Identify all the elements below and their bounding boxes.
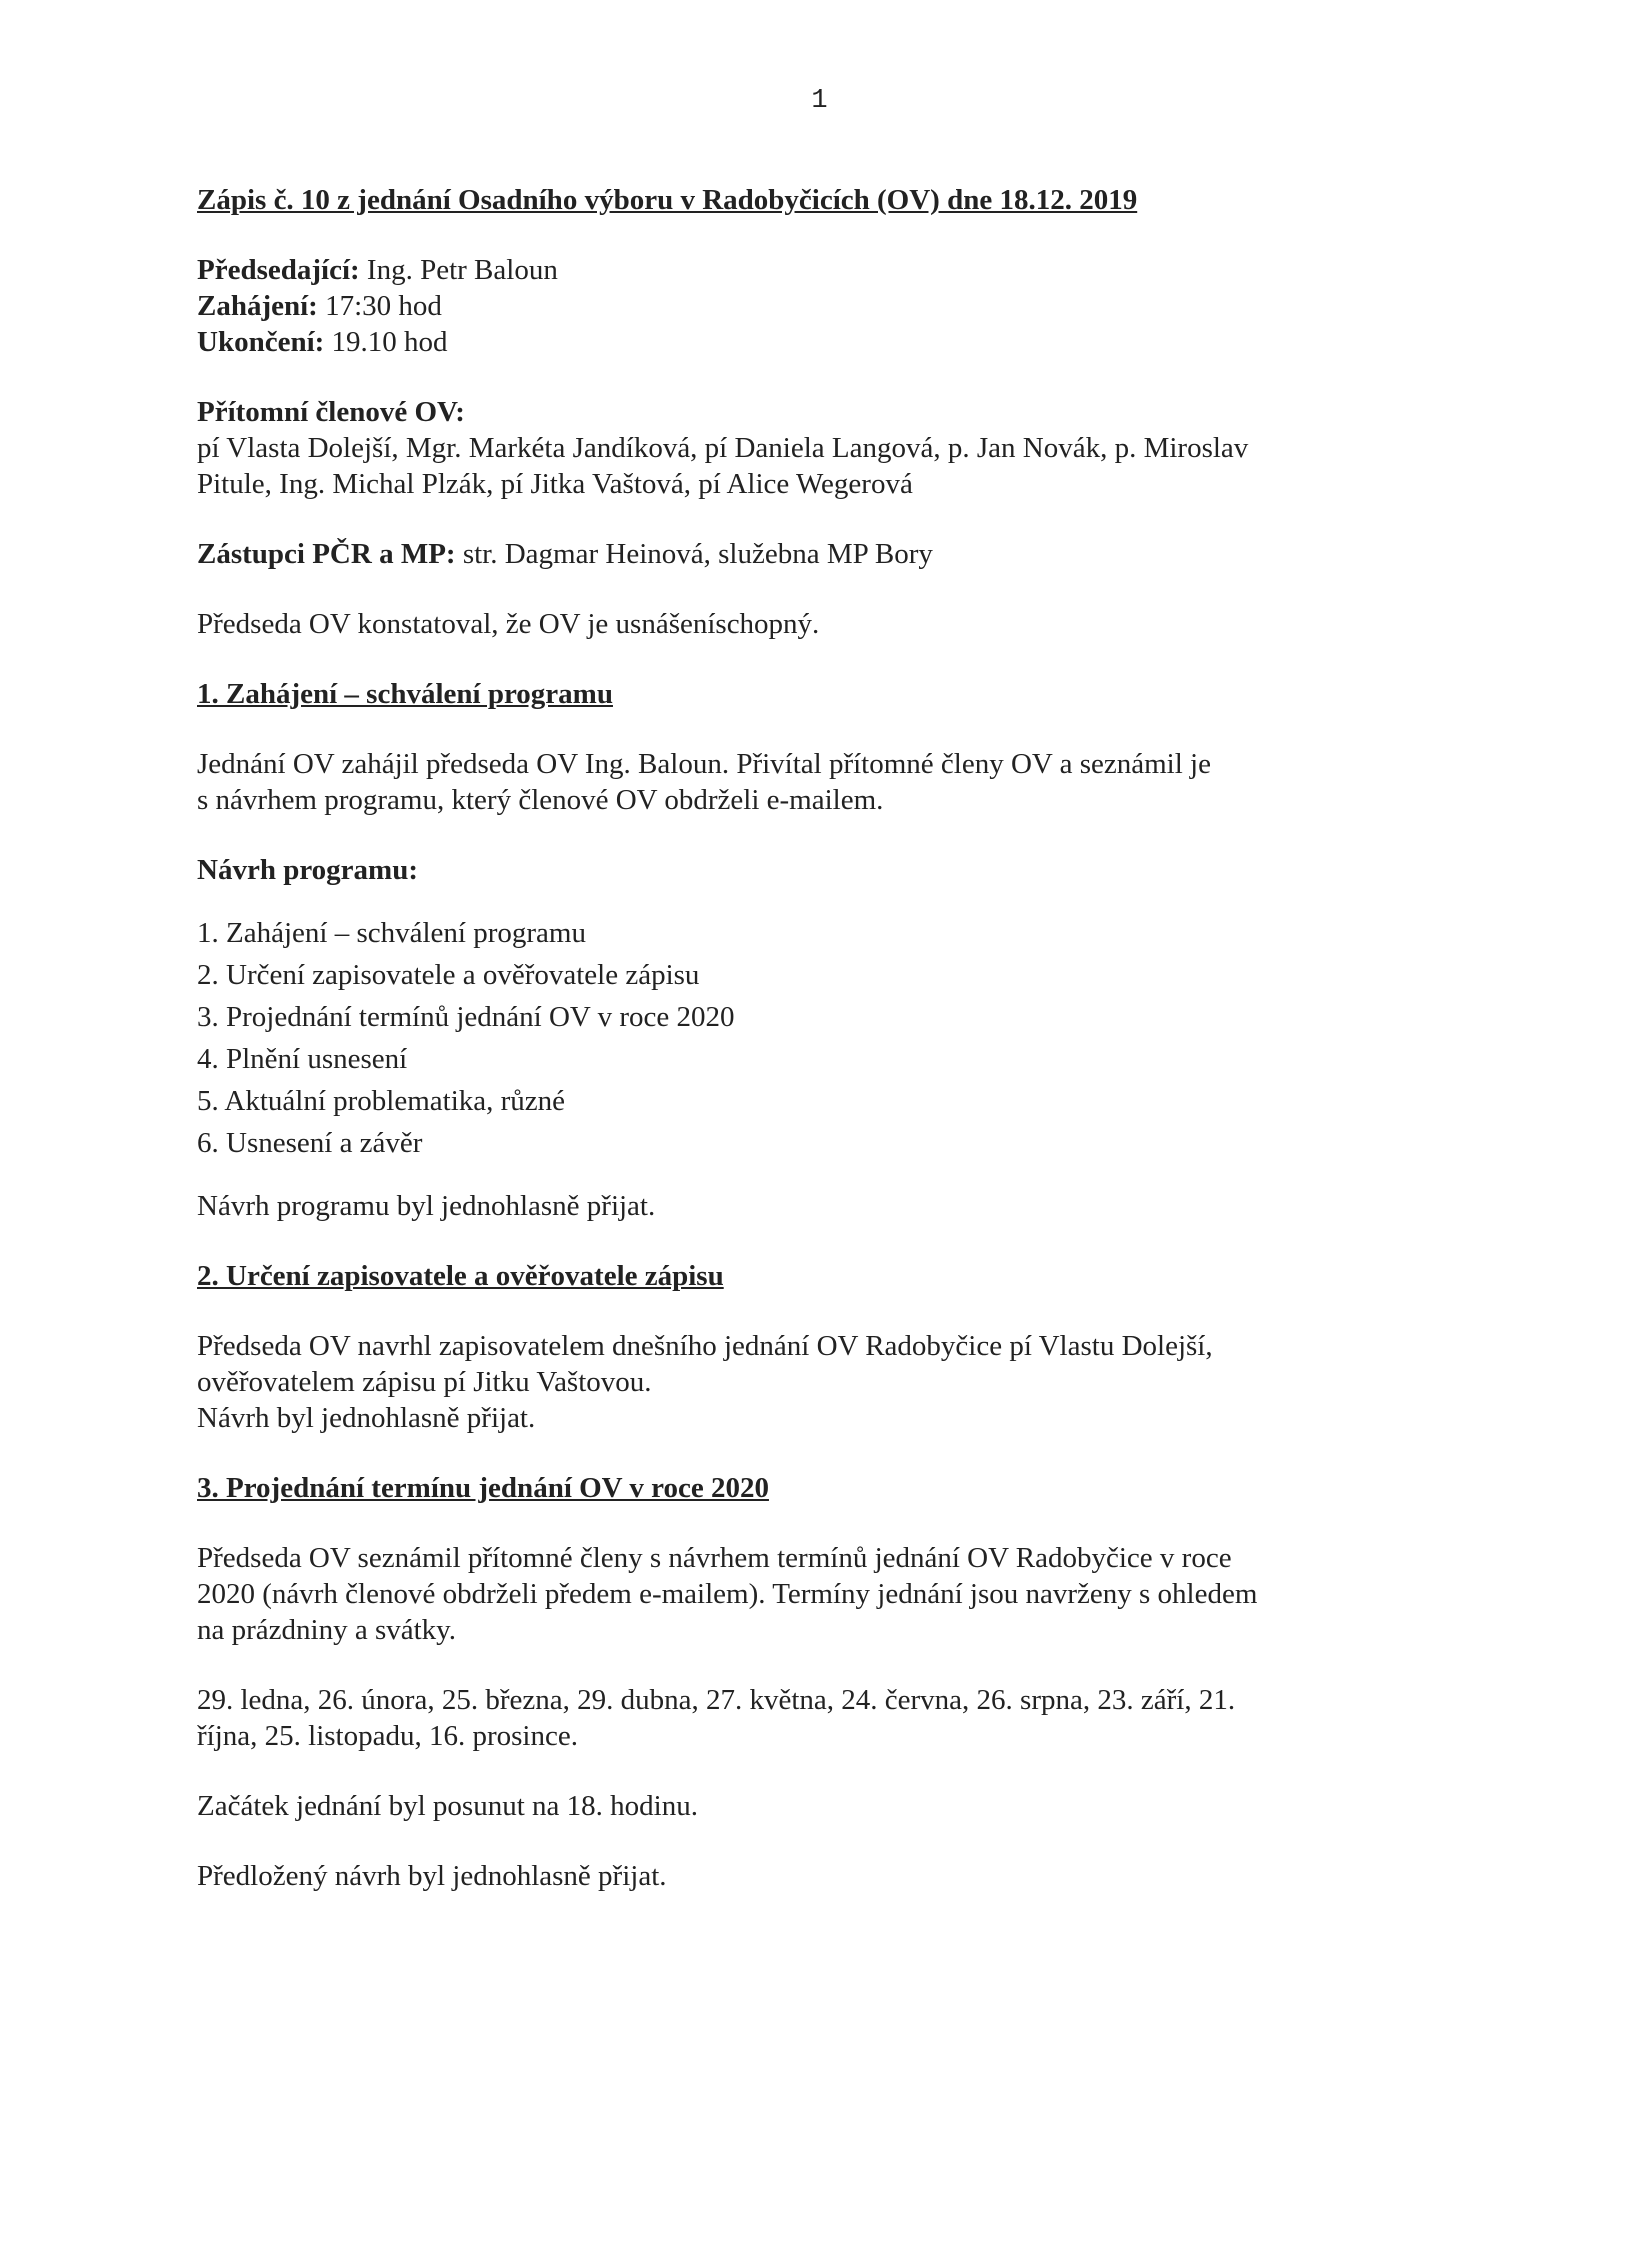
chair-value: Ing. Petr Baloun — [366, 254, 558, 286]
start-label: Zahájení: — [197, 290, 318, 322]
start-time-note: Začátek jednání byl posunut na 18. hodinu. — [197, 1790, 698, 1822]
members-label: Přítomní členové OV: — [197, 396, 465, 428]
police-value: str. Dagmar Heinová, služebna MP Bory — [462, 538, 933, 570]
end-row — [197, 324, 1397, 360]
program-item: 5. Aktuální problematika, různé — [197, 1085, 566, 1117]
chair-label: Předsedající: — [197, 254, 360, 286]
start-value: 17:30 hod — [325, 290, 442, 322]
section-2-line-2: ověřovatelem zápisu pí Jitku Vaštovou. — [197, 1366, 652, 1398]
document-title: Zápis č. 10 z jednání Osadního výboru v Radobyčicích (OV) dne 18.12. 2019 — [197, 184, 1138, 216]
page-number: 1 — [811, 86, 828, 116]
start-row — [197, 288, 1397, 324]
section-2-line-1: Předseda OV navrhl zapisovatelem dnešního jednání OV Radobyčice pí Vlastu Dolejší, — [197, 1330, 1213, 1362]
section-3-line-2: 2020 (návrh členové obdrželi předem e-mailem). Termíny jednání jsou navrženy s ohledem — [197, 1578, 1258, 1610]
program-item: 4. Plnění usnesení — [197, 1043, 408, 1075]
program-result: Návrh programu byl jednohlasně přijat. — [197, 1190, 656, 1222]
section-1-line-2: s návrhem programu, který členové OV obdrželi e-mailem. — [197, 784, 884, 816]
chair-row — [197, 252, 1397, 288]
meeting-dates — [197, 1682, 1397, 1754]
end-value: 19.10 hod — [331, 326, 448, 358]
program-item: 6. Usnesení a závěr — [197, 1127, 423, 1159]
program-item: 2. Určení zapisovatele a ověřovatele zápisu — [197, 959, 700, 991]
section-3-line-1: Předseda OV seznámil přítomné členy s návrhem termínů jednání OV Radobyčice v roce — [197, 1542, 1232, 1574]
section-3-paragraph — [197, 1540, 1397, 1648]
program-label: Návrh programu: — [197, 854, 418, 886]
program-item: 1. Zahájení – schválení programu — [197, 917, 586, 949]
section-2-heading: 2. Určení zapisovatele a ověřovatele zápisu — [197, 1260, 724, 1292]
members-line-1: pí Vlasta Dolejší, Mgr. Markéta Jandíková, pí Daniela Langová, p. Jan Novák, p. Miroslav — [197, 432, 1249, 464]
section-1-paragraph — [197, 746, 1397, 818]
program-list — [197, 912, 1397, 1164]
section-1-heading: 1. Zahájení – schválení programu — [197, 678, 613, 710]
police-label: Zástupci PČR a MP: — [197, 538, 456, 570]
program-item: 3. Projednání termínů jednání OV v roce 2020 — [197, 1001, 735, 1033]
section-2-line-3: Návrh byl jednohlasně přijat. — [197, 1402, 536, 1434]
police-block — [197, 536, 1397, 572]
end-label: Ukončení: — [197, 326, 325, 358]
meeting-meta — [197, 252, 1397, 360]
dates-line-2: října, 25. listopadu, 16. prosince. — [197, 1720, 578, 1752]
section-1-line-1: Jednání OV zahájil předseda OV Ing. Baloun. Přivítal přítomné členy OV a seznámil je — [197, 748, 1211, 780]
section-3-result: Předložený návrh byl jednohlasně přijat. — [197, 1860, 667, 1892]
members-line-2: Pitule, Ing. Michal Plzák, pí Jitka Vaštová, pí Alice Wegerová — [197, 468, 913, 500]
section-3-line-3: na prázdniny a svátky. — [197, 1614, 457, 1646]
dates-line-1: 29. ledna, 26. února, 25. března, 29. dubna, 27. května, 24. června, 26. srpna, 23. září, 21. — [197, 1684, 1236, 1716]
section-2-paragraph — [197, 1328, 1397, 1436]
section-3-heading: 3. Projednání termínu jednání OV v roce 2020 — [197, 1472, 769, 1504]
quorum-text: Předseda OV konstatoval, že OV je usnášeníschopný. — [197, 608, 820, 640]
document-body — [197, 182, 1397, 1894]
members-block — [197, 394, 1397, 502]
